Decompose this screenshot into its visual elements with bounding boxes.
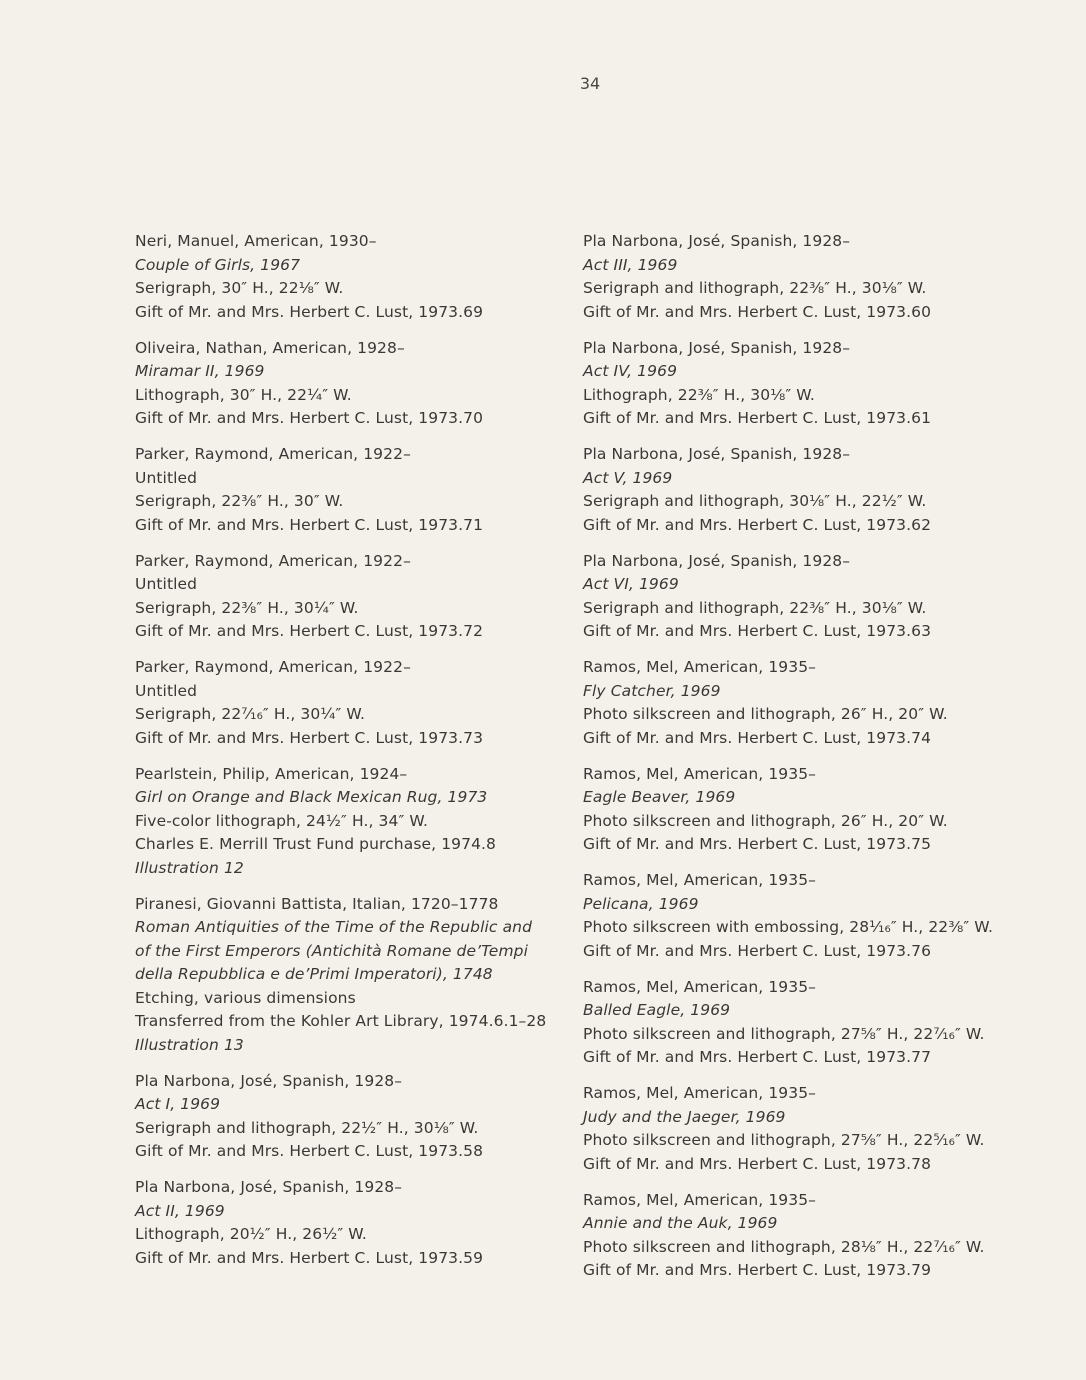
catalog-entry [135, 550, 595, 644]
medium-line: Serigraph, 22⁷⁄₁₆″ H., 30¼″ W. [135, 705, 366, 723]
artist-line: Pla Narbona, José, Spanish, 1928– [583, 338, 851, 357]
title-line: Untitled [135, 468, 198, 487]
italic-line: Eagle Beaver, 1969 [583, 788, 736, 806]
medium-line: Lithograph, 20½″ H., 26½″ W. [135, 1225, 367, 1243]
italic-line: Miramar II, 1969 [135, 362, 265, 380]
medium-line: Serigraph and lithograph, 22⅜″ H., 30⅛″ W. [583, 598, 927, 617]
italic-line: Fly Catcher, 1969 [583, 681, 721, 700]
catalog-entry [135, 1176, 595, 1270]
credit-line: Gift of Mr. and Mrs. Herbert C. Lust, 1973.59 [135, 1248, 484, 1267]
italic-line: Act II, 1969 [135, 1201, 225, 1220]
artist-line: Parker, Raymond, American, 1922– [135, 551, 411, 570]
artist-line: Ramos, Mel, American, 1935– [583, 871, 817, 889]
catalog-entry [583, 763, 1043, 857]
artist-line: Ramos, Mel, American, 1935– [583, 764, 817, 783]
credit-line: Gift of Mr. and Mrs. Herbert C. Lust, 1973.77 [583, 1048, 932, 1066]
catalog-column-right [583, 230, 1043, 1295]
artist-line: Parker, Raymond, American, 1922– [135, 445, 411, 463]
medium-line: Serigraph, 30″ H., 22⅛″ W. [135, 279, 344, 297]
title-line: Untitled [135, 575, 198, 593]
artist-line: Pla Narbona, José, Spanish, 1928– [583, 232, 851, 250]
artist-line: Oliveira, Nathan, American, 1928– [135, 338, 405, 357]
catalog-entry [135, 337, 595, 431]
medium-line: Serigraph and lithograph, 22⅜″ H., 30⅛″ W. [583, 279, 927, 297]
credit-line: Gift of Mr. and Mrs. Herbert C. Lust, 1973.73 [135, 728, 484, 747]
italic-line: Act IV, 1969 [583, 362, 678, 380]
credit-line: Gift of Mr. and Mrs. Herbert C. Lust, 1973.72 [135, 622, 484, 640]
artist-line: Ramos, Mel, American, 1935– [583, 658, 817, 676]
artist-line: Ramos, Mel, American, 1935– [583, 977, 817, 996]
medium-line: Five-color lithograph, 24½″ H., 34″ W. [135, 811, 429, 830]
italic-line: Pelicana, 1969 [583, 894, 699, 913]
italic-line: Act V, 1969 [583, 468, 673, 487]
title-line: Untitled [135, 681, 198, 700]
medium-line: Photo silkscreen and lithograph, 28⅛″ H., 22⁷⁄₁₆″ W. [583, 1237, 985, 1256]
credit-line: Charles E. Merrill Trust Fund purchase, 1974.8 [135, 835, 497, 853]
credit-line: Gift of Mr. and Mrs. Herbert C. Lust, 1973.60 [583, 302, 932, 321]
catalog-entry [135, 1070, 595, 1164]
credit-line: Gift of Mr. and Mrs. Herbert C. Lust, 1973.70 [135, 409, 484, 427]
catalog-entry [135, 443, 595, 537]
italic-line: Annie and the Auk, 1969 [583, 1214, 778, 1232]
catalog-entry [583, 656, 1043, 750]
catalog-entry [583, 1189, 1043, 1283]
catalog-entry [135, 893, 595, 1058]
artist-line: Pla Narbona, José, Spanish, 1928– [583, 445, 851, 463]
medium-line: Lithograph, 22⅜″ H., 30⅛″ W. [583, 385, 815, 404]
artist-line: Pearlstein, Philip, American, 1924– [135, 764, 408, 783]
italic-line: Act VI, 1969 [583, 575, 679, 593]
catalog-entry [135, 763, 595, 881]
artist-line: Neri, Manuel, American, 1930– [135, 232, 377, 250]
medium-line: Serigraph and lithograph, 22½″ H., 30⅛″ W. [135, 1118, 479, 1137]
italic-line: Judy and the Jaeger, 1969 [583, 1107, 786, 1126]
italic-line: Girl on Orange and Black Mexican Rug, 1973 [135, 788, 488, 806]
medium-line: Serigraph, 22⅜″ H., 30″ W. [135, 492, 344, 510]
credit-line: Gift of Mr. and Mrs. Herbert C. Lust, 1973.58 [135, 1142, 484, 1160]
medium-line: Serigraph and lithograph, 30⅛″ H., 22½″ W. [583, 492, 927, 510]
italic-line: Illustration 13 [135, 1035, 244, 1054]
italic-line: Roman Antiquities of the Time of the Republic and [135, 918, 533, 936]
artist-line: Pla Narbona, José, Spanish, 1928– [135, 1178, 403, 1196]
medium-line: Photo silkscreen and lithograph, 26″ H., 20″ W. [583, 705, 948, 723]
medium-line: Photo silkscreen and lithograph, 27⅝″ H., 22⁵⁄₁₆″ W. [583, 1131, 985, 1149]
italic-line: Illustration 12 [135, 858, 244, 877]
medium-line: Photo silkscreen with embossing, 28¹⁄₁₆″ H., 22⅜″ W. [583, 918, 993, 936]
italic-line: Balled Eagle, 1969 [583, 1001, 731, 1019]
credit-line: Gift of Mr. and Mrs. Herbert C. Lust, 1973.69 [135, 302, 484, 321]
italic-line: of the First Emperors (Antichità Romane de’Tempi [135, 941, 528, 960]
italic-line: Couple of Girls, 1967 [135, 255, 301, 274]
credit-line: Gift of Mr. and Mrs. Herbert C. Lust, 1973.71 [135, 515, 484, 534]
catalog-entry [583, 550, 1043, 644]
medium-line: Photo silkscreen and lithograph, 27⅝″ H., 22⁷⁄₁₆″ W. [583, 1024, 985, 1043]
credit-line: Gift of Mr. and Mrs. Herbert C. Lust, 1973.79 [583, 1261, 932, 1279]
credit-line: Gift of Mr. and Mrs. Herbert C. Lust, 1973.62 [583, 515, 932, 534]
medium-line: Serigraph, 22⅜″ H., 30¼″ W. [135, 598, 359, 617]
medium-line: Lithograph, 30″ H., 22¼″ W. [135, 385, 352, 404]
artist-line: Pla Narbona, José, Spanish, 1928– [135, 1071, 403, 1090]
artist-line: Pla Narbona, José, Spanish, 1928– [583, 551, 851, 570]
artist-line: Parker, Raymond, American, 1922– [135, 658, 411, 676]
italic-line: Act I, 1969 [135, 1095, 221, 1113]
catalog-entry [583, 1082, 1043, 1176]
catalog-entry [135, 656, 595, 750]
credit-line: Gift of Mr. and Mrs. Herbert C. Lust, 1973.61 [583, 409, 932, 427]
artist-line: Ramos, Mel, American, 1935– [583, 1190, 817, 1209]
catalog-entry [583, 869, 1043, 963]
catalog-entry [135, 230, 595, 324]
italic-line: della Repubblica e de’Primi Imperatori), 1748 [135, 965, 493, 983]
italic-line: Act III, 1969 [583, 255, 678, 274]
catalog-entry [583, 337, 1043, 431]
medium-line: Photo silkscreen and lithograph, 26″ H., 20″ W. [583, 811, 948, 830]
entry-line: Etching, various dimensions [135, 988, 356, 1007]
credit-line: Gift of Mr. and Mrs. Herbert C. Lust, 1973.63 [583, 622, 932, 640]
artist-line: Piranesi, Giovanni Battista, Italian, 1720–1778 [135, 894, 499, 913]
credit-line: Gift of Mr. and Mrs. Herbert C. Lust, 1973.75 [583, 835, 932, 853]
credit-line: Gift of Mr. and Mrs. Herbert C. Lust, 1973.76 [583, 941, 932, 960]
page-number: 34 [579, 74, 601, 93]
catalog-entry [583, 443, 1043, 537]
catalog-column-left [135, 230, 595, 1283]
credit-line: Gift of Mr. and Mrs. Herbert C. Lust, 1973.78 [583, 1154, 932, 1173]
catalog-entry [583, 230, 1043, 324]
credit-line: Gift of Mr. and Mrs. Herbert C. Lust, 1973.74 [583, 728, 932, 747]
artist-line: Ramos, Mel, American, 1935– [583, 1084, 817, 1102]
entry-line: Transferred from the Kohler Art Library, 1974.6.1–28 [135, 1012, 547, 1030]
catalog-entry [583, 976, 1043, 1070]
